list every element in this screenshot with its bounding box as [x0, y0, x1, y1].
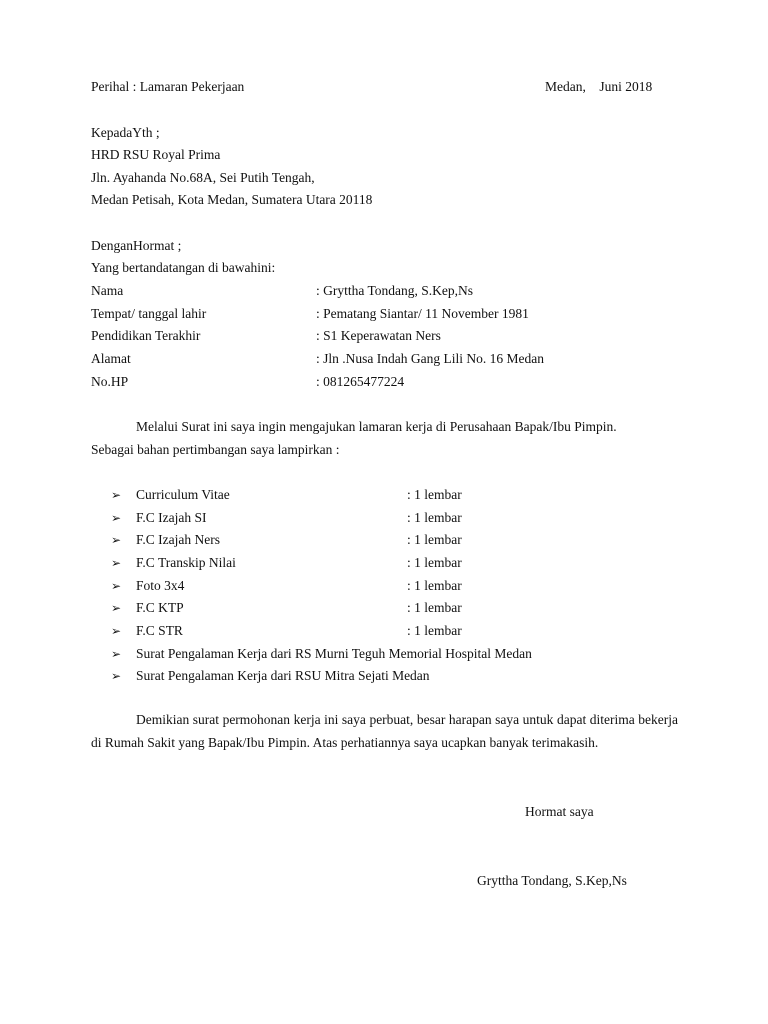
closing-paragraph [91, 709, 678, 754]
arrow-bullet-icon: ➢ [111, 533, 122, 547]
place-date: Medan, Juni 2018 [545, 79, 653, 94]
body-paragraph-line1: Melalui Surat ini saya ingin mengajukan lamaran kerja di Perusahaan Bapak/Ibu Pimpin. [136, 419, 617, 434]
applicant-value: : Pematang Siantar/ 11 November 1981 [316, 306, 529, 321]
recipient-address-line1: Jln. Ayahanda No.68A, Sei Putih Tengah, [91, 170, 315, 185]
subject-line: Perihal : Lamaran Pekerjaan [91, 79, 245, 94]
recipient-address-line2: Medan Petisah, Kota Medan, Sumatera Utara 20118 [91, 192, 373, 207]
attachment-name: F.C Transkip Nilai [136, 555, 236, 570]
applicant-label: No.HP [91, 374, 129, 389]
signatory-name: Gryttha Tondang, S.Kep,Ns [477, 873, 627, 888]
arrow-bullet-icon: ➢ [111, 579, 122, 593]
attachment-name: Surat Pengalaman Kerja dari RS Murni Teguh Memorial Hospital Medan [136, 646, 532, 661]
attachment-name: Foto 3x4 [136, 578, 185, 593]
attachment-name: F.C Izajah Ners [136, 532, 221, 547]
signoff: Hormat saya [525, 804, 594, 819]
attachment-name: F.C KTP [136, 600, 184, 615]
recipient-name: HRD RSU Royal Prima [91, 147, 221, 162]
attachment-name: F.C STR [136, 623, 183, 638]
arrow-bullet-icon: ➢ [111, 624, 122, 638]
applicant-value: : Jln .Nusa Indah Gang Lili No. 16 Medan [316, 351, 544, 366]
arrow-bullet-icon: ➢ [111, 488, 122, 502]
attachment-qty: : 1 lembar [407, 555, 462, 570]
applicant-label: Pendidikan Terakhir [91, 328, 201, 343]
attachment-name: F.C Izajah SI [136, 510, 207, 525]
body-paragraph-line2: Sebagai bahan pertimbangan saya lampirkan : [91, 442, 340, 457]
arrow-bullet-icon: ➢ [111, 601, 122, 615]
attachment-qty: : 1 lembar [407, 532, 462, 547]
arrow-bullet-icon: ➢ [111, 647, 122, 661]
attachment-qty: : 1 lembar [407, 623, 462, 638]
arrow-bullet-icon: ➢ [111, 669, 122, 683]
arrow-bullet-icon: ➢ [111, 511, 122, 525]
closing-paragraph-text: Demikian surat permohonan kerja ini saya perbuat, besar harapan saya untuk dapat diterima bekerja di Rumah Sakit yang Bapak/Ibu Pimpin. Atas perhatiannya saya ucapkan banyak terimakasih. [91, 712, 678, 750]
attachment-qty: : 1 lembar [407, 510, 462, 525]
attachment-qty: : 1 lembar [407, 487, 462, 502]
intro-line: Yang bertandatangan di bawahini: [91, 260, 276, 275]
applicant-value: : 081265477224 [316, 374, 405, 389]
applicant-value: : S1 Keperawatan Ners [316, 328, 441, 343]
applicant-value: : Gryttha Tondang, S.Kep,Ns [316, 283, 474, 298]
attachment-qty: : 1 lembar [407, 600, 462, 615]
applicant-label: Nama [91, 283, 124, 298]
applicant-label: Alamat [91, 351, 131, 366]
applicant-label: Tempat/ tanggal lahir [91, 306, 207, 321]
attachment-name: Surat Pengalaman Kerja dari RSU Mitra Sejati Medan [136, 668, 430, 683]
greeting: DenganHormat ; [91, 238, 182, 253]
attachment-qty: : 1 lembar [407, 578, 462, 593]
recipient-salutation: KepadaYth ; [91, 125, 160, 140]
attachment-name: Curriculum Vitae [136, 487, 230, 502]
arrow-bullet-icon: ➢ [111, 556, 122, 570]
